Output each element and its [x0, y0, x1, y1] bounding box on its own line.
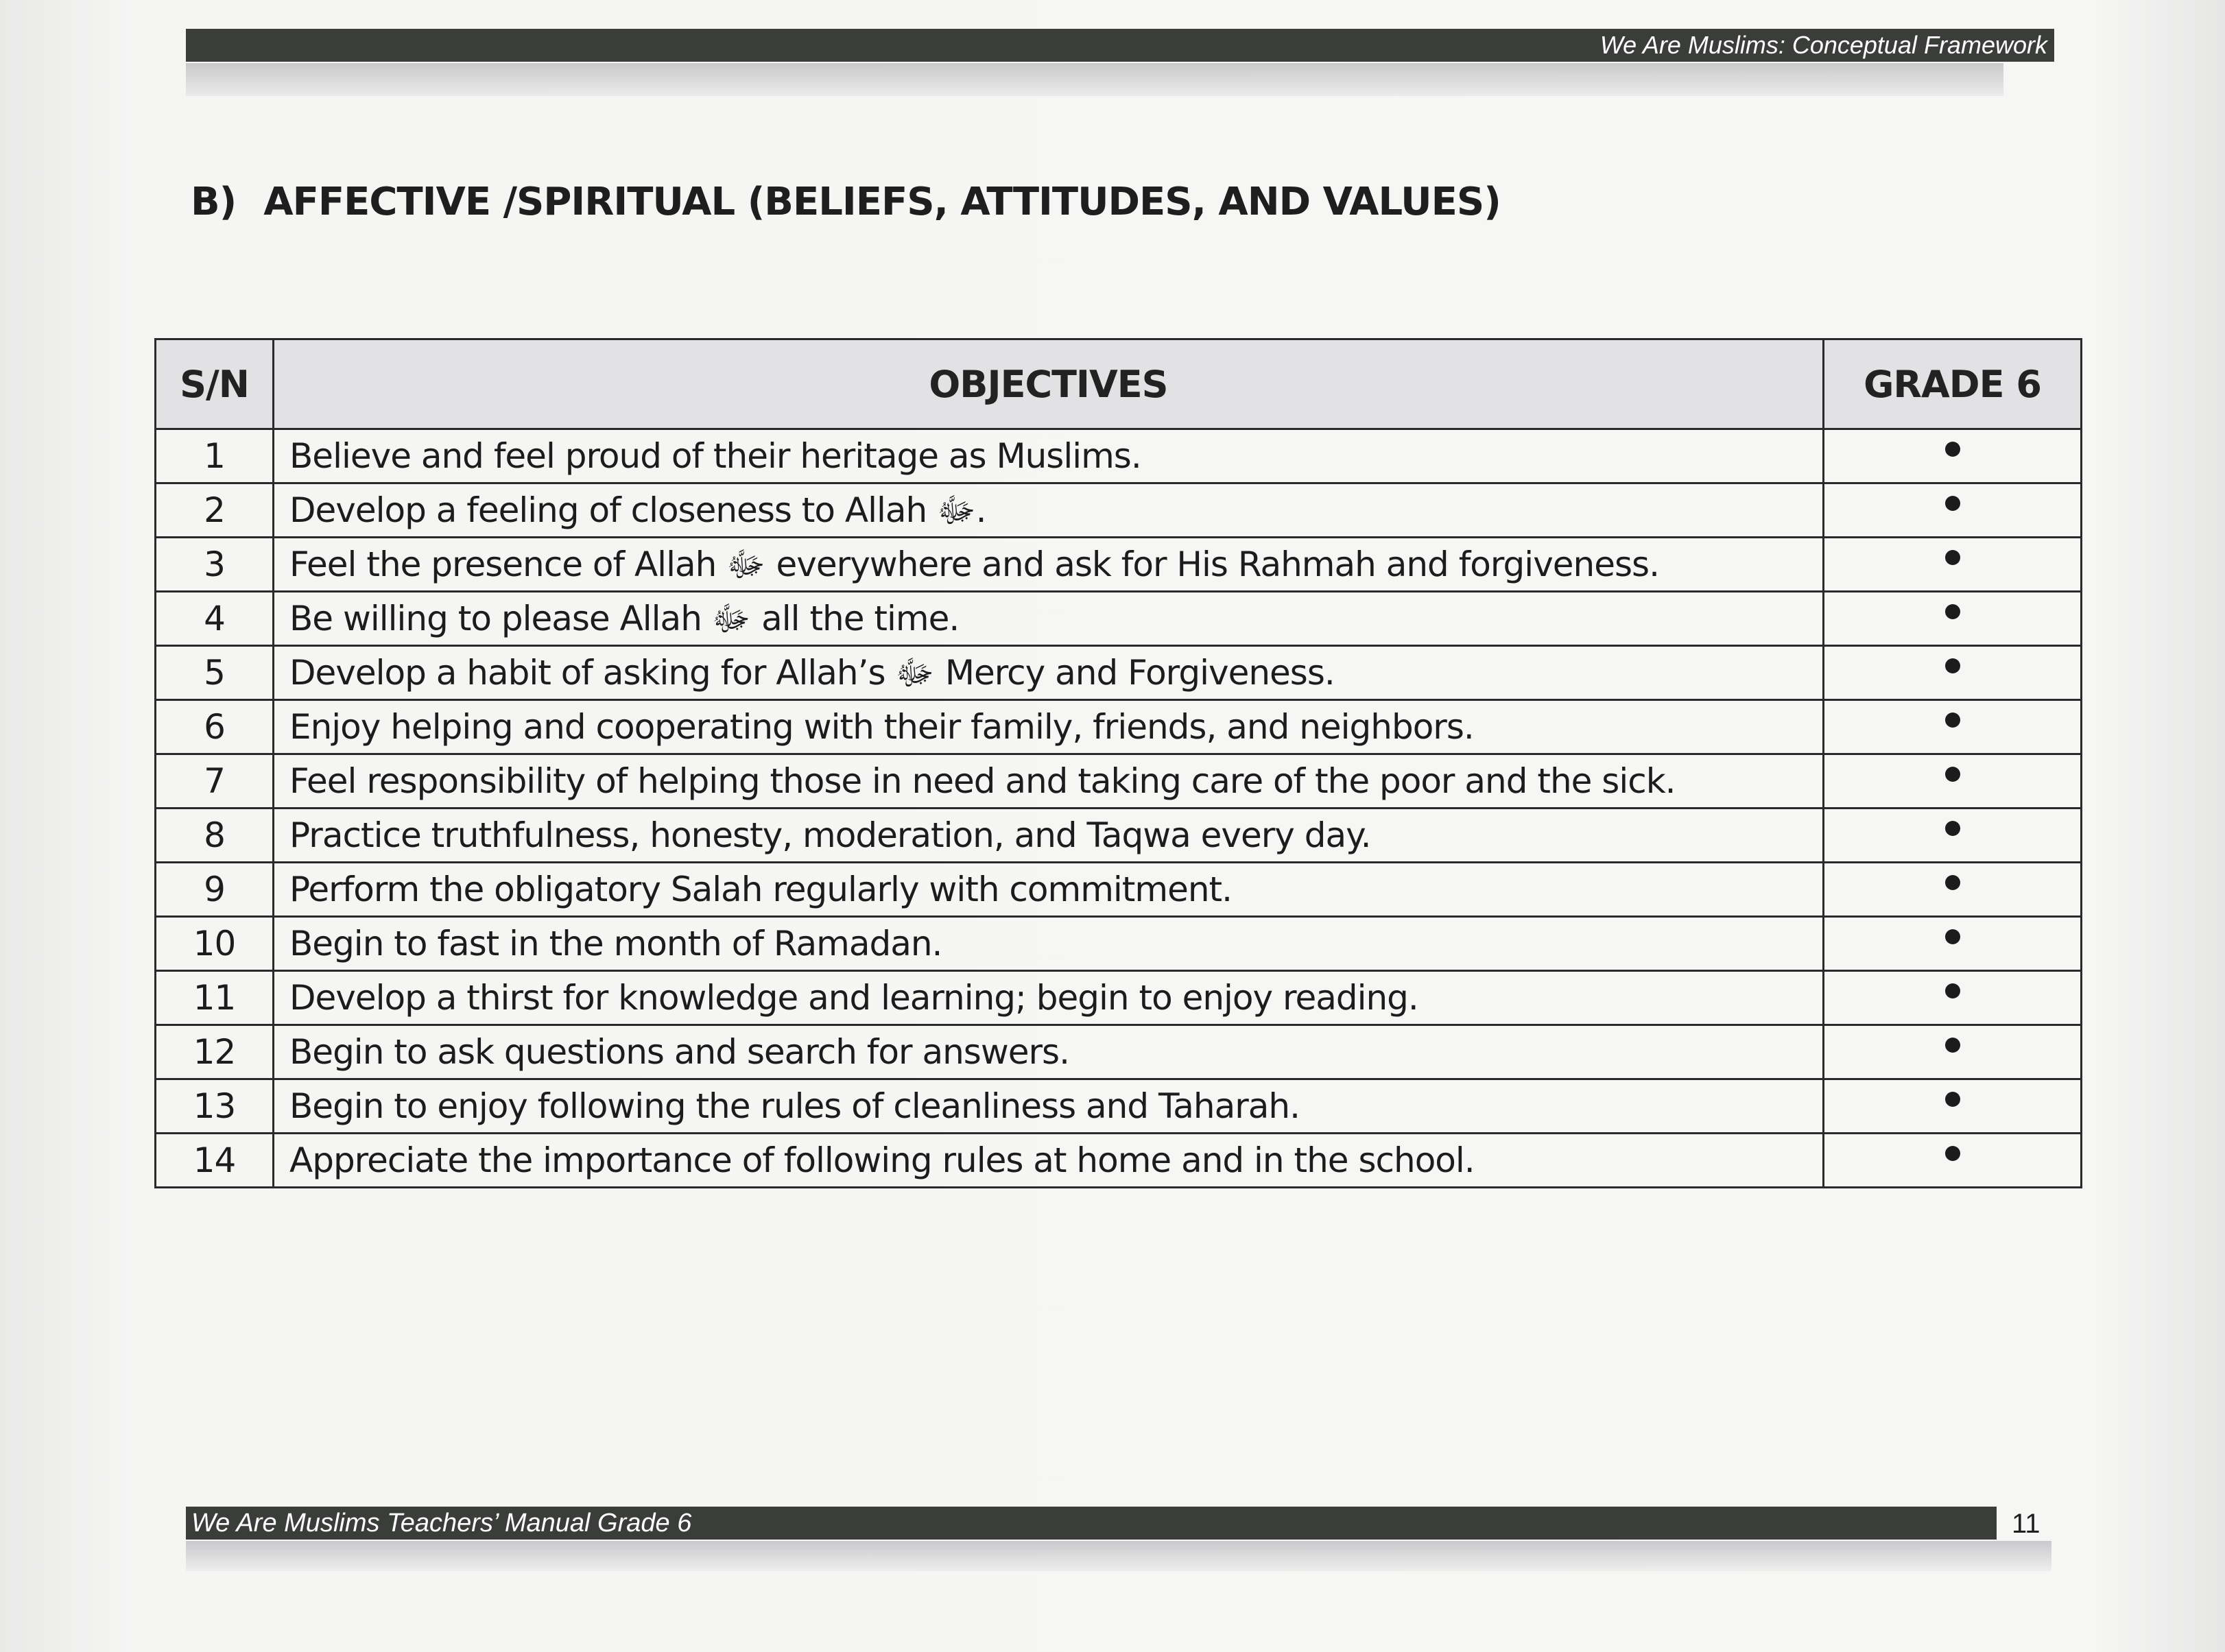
row-serial-number: 7 [156, 754, 274, 809]
table-row [156, 1025, 2082, 1079]
table-body [156, 429, 2082, 1188]
table-row [156, 483, 2082, 538]
objectives-table [154, 338, 2082, 1188]
running-header-title: We Are Muslims: Conceptual Framework [1599, 31, 2047, 59]
header-bleed-shadow [186, 63, 2003, 96]
row-serial-number: 1 [156, 429, 274, 483]
column-header-objectives: OBJECTIVES [274, 339, 1824, 429]
table-row [156, 754, 2082, 809]
grade-6-bullet-icon [1945, 1092, 1960, 1107]
column-header-sn: S/N [156, 339, 274, 429]
row-grade-6-cell [1824, 971, 2082, 1025]
table-row [156, 700, 2082, 754]
footer-bleed-shadow [186, 1541, 2051, 1571]
row-serial-number: 8 [156, 809, 274, 863]
table-row [156, 917, 2082, 971]
running-header-bar [186, 29, 2054, 62]
row-grade-6-cell [1824, 917, 2082, 971]
row-serial-number: 5 [156, 646, 274, 700]
grade-6-bullet-icon [1945, 496, 1960, 511]
row-serial-number: 3 [156, 538, 274, 592]
page-number: 11 [2012, 1509, 2040, 1539]
row-serial-number: 4 [156, 592, 274, 646]
row-objective: Believe and feel proud of their heritage as Muslims. [274, 429, 1824, 483]
table-header-row [156, 339, 2082, 429]
grade-6-bullet-icon [1945, 442, 1960, 457]
row-serial-number: 13 [156, 1079, 274, 1134]
table-row [156, 592, 2082, 646]
row-objective: Begin to fast in the month of Ramadan. [274, 917, 1824, 971]
grade-6-bullet-icon [1945, 1038, 1960, 1053]
grade-6-bullet-icon [1945, 713, 1960, 728]
grade-6-bullet-icon [1945, 929, 1960, 944]
grade-6-bullet-icon [1945, 550, 1960, 565]
row-grade-6-cell [1824, 646, 2082, 700]
column-header-grade-6: GRADE 6 [1824, 339, 2082, 429]
row-grade-6-cell [1824, 592, 2082, 646]
row-serial-number: 12 [156, 1025, 274, 1079]
row-objective: Feel responsibility of helping those in need and taking care of the poor and the sick. [274, 754, 1824, 809]
row-grade-6-cell [1824, 1079, 2082, 1134]
table-row [156, 646, 2082, 700]
row-objective: Be willing to please Allah ﷻ all the time. [274, 592, 1824, 646]
row-serial-number: 6 [156, 700, 274, 754]
row-grade-6-cell [1824, 754, 2082, 809]
row-objective: Begin to enjoy following the rules of cleanliness and Taharah. [274, 1079, 1824, 1134]
section-marker: B) [191, 180, 237, 224]
section-heading [191, 180, 1501, 224]
table-row [156, 538, 2082, 592]
grade-6-bullet-icon [1945, 604, 1960, 619]
row-grade-6-cell [1824, 429, 2082, 483]
grade-6-bullet-icon [1945, 875, 1960, 890]
table-row [156, 809, 2082, 863]
row-grade-6-cell [1824, 809, 2082, 863]
row-objective: Feel the presence of Allah ﷻ everywhere and ask for His Rahmah and forgiveness. [274, 538, 1824, 592]
row-objective: Appreciate the importance of following rules at home and in the school. [274, 1134, 1824, 1188]
row-grade-6-cell [1824, 538, 2082, 592]
section-title: AFFECTIVE /SPIRITUAL (BELIEFS, ATTITUDES, AND VALUES) [263, 180, 1501, 224]
row-objective: Enjoy helping and cooperating with their family, friends, and neighbors. [274, 700, 1824, 754]
row-grade-6-cell [1824, 1025, 2082, 1079]
row-serial-number: 2 [156, 483, 274, 538]
row-objective: Develop a thirst for knowledge and learning; begin to enjoy reading. [274, 971, 1824, 1025]
table-row [156, 429, 2082, 483]
grade-6-bullet-icon [1945, 767, 1960, 782]
row-serial-number: 9 [156, 863, 274, 917]
row-objective: Develop a feeling of closeness to Allah ﷻ. [274, 483, 1824, 538]
grade-6-bullet-icon [1945, 1146, 1960, 1161]
row-serial-number: 10 [156, 917, 274, 971]
grade-6-bullet-icon [1945, 658, 1960, 673]
row-objective: Develop a habit of asking for Allah’s ﷻ Mercy and Forgiveness. [274, 646, 1824, 700]
row-serial-number: 11 [156, 971, 274, 1025]
row-grade-6-cell [1824, 1134, 2082, 1188]
grade-6-bullet-icon [1945, 983, 1960, 998]
table-row [156, 863, 2082, 917]
table-row [156, 1134, 2082, 1188]
row-objective: Begin to ask questions and search for answers. [274, 1025, 1824, 1079]
table-row [156, 1079, 2082, 1134]
footer-bar [186, 1507, 1997, 1540]
table-row [156, 971, 2082, 1025]
footer-book-title: We Are Muslims Teachers’ Manual Grade 6 [191, 1509, 692, 1537]
row-grade-6-cell [1824, 483, 2082, 538]
row-serial-number: 14 [156, 1134, 274, 1188]
row-objective: Practice truthfulness, honesty, moderation, and Taqwa every day. [274, 809, 1824, 863]
grade-6-bullet-icon [1945, 821, 1960, 836]
row-objective: Perform the obligatory Salah regularly with commitment. [274, 863, 1824, 917]
row-grade-6-cell [1824, 700, 2082, 754]
row-grade-6-cell [1824, 863, 2082, 917]
